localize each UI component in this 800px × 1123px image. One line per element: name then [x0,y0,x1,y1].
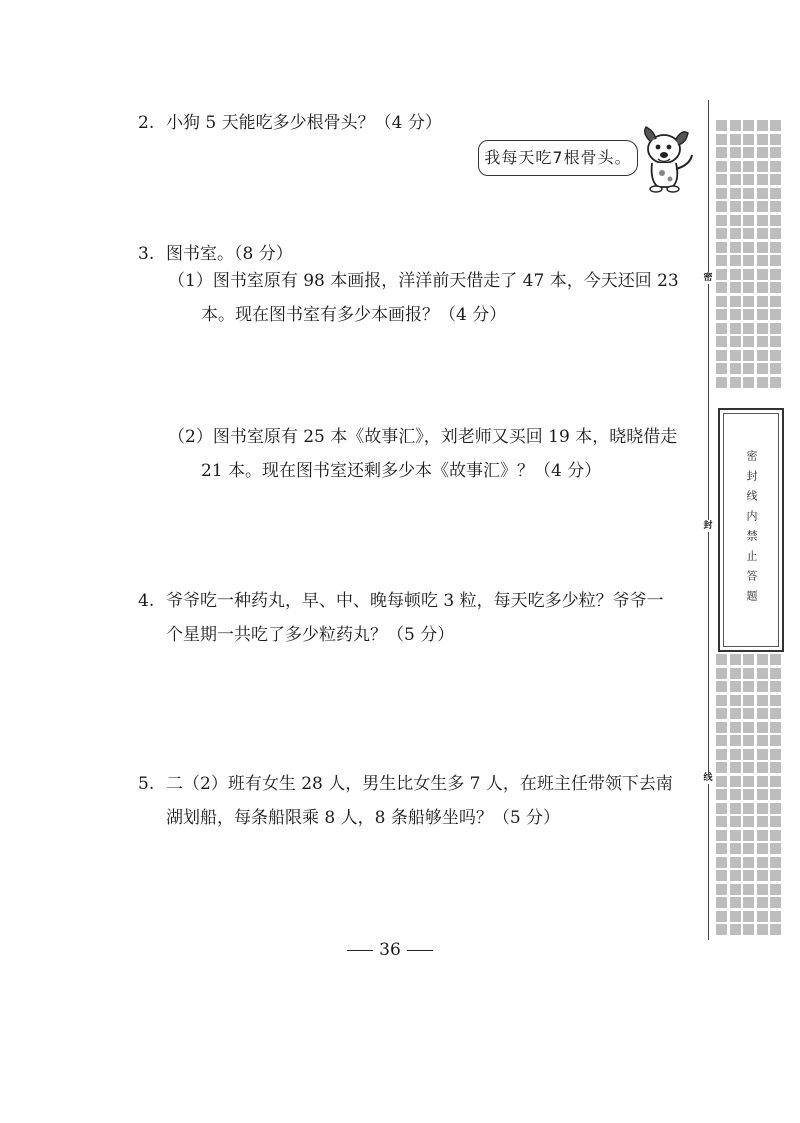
grid-cell [757,722,768,733]
grid-cell [770,215,781,226]
grid-cell [716,242,727,253]
grid-cell [716,188,727,199]
grid-cell [716,255,727,266]
grid-cell [730,350,741,361]
grid-cell [757,870,768,881]
grid-cell [757,857,768,868]
grid-cell [716,336,727,347]
grid-cell [730,911,741,922]
grid-cell [743,911,754,922]
grid-cell [757,816,768,827]
grid-cell [743,708,754,719]
grid-cell [770,897,781,908]
grid-cell [716,323,727,334]
grid-cell [757,323,768,334]
grid-cell [770,323,781,334]
grid-cell [716,228,727,239]
grid-cell [730,681,741,692]
page-number-text: 36 [379,940,401,960]
grid-cell [743,762,754,773]
question-text-line: 本。现在图书室有多少本画报？（4 分） [201,305,507,325]
grid-cell [730,816,741,827]
grid-cell [730,749,741,760]
grid-cell [716,789,727,800]
grid-cell [770,870,781,881]
grid-cell [716,147,727,158]
grid-cell [757,296,768,307]
question-text: 小狗 5 天能吃多少根骨头？（4 分） [166,113,442,133]
grid-cell [743,188,754,199]
grid-cell [770,134,781,145]
grid-cell [770,255,781,266]
grid-cell [757,695,768,706]
grid-cell [743,843,754,854]
grid-cell [716,174,727,185]
grid-cell [770,350,781,361]
grid-cell [770,377,781,388]
grid-cell [730,161,741,172]
grid-cell [730,830,741,841]
grid-cell [757,174,768,185]
seal-char-feng: 封 [703,521,713,531]
grid-cell [757,336,768,347]
page-number [0,940,780,960]
grid-cell [770,762,781,773]
grid-cell [743,363,754,374]
grid-cell [730,884,741,895]
grid-cell [770,309,781,320]
grid-cell [757,282,768,293]
grid-cell [730,776,741,787]
grid-cell [757,350,768,361]
speech-bubble [478,140,638,176]
grid-cell [716,843,727,854]
grid-cell [716,377,727,388]
question-text-line: 21 本。现在图书室还剩多少本《故事汇》？（4 分） [201,461,602,481]
grid-cell [730,147,741,158]
grid-cell [743,215,754,226]
grid-cell [770,722,781,733]
grid-cell [716,924,727,935]
grid-cell [730,134,741,145]
seal-notice-text: 密封线内禁止答题 [745,450,758,610]
grid-cell [716,654,727,665]
grid-cell [770,857,781,868]
grid-cell [730,654,741,665]
grid-cell [770,201,781,212]
grid-cell [716,870,727,881]
question-4 [138,584,664,652]
grid-cell [743,147,754,158]
grid-cell [770,816,781,827]
grid-cell [743,201,754,212]
grid-cell [757,681,768,692]
grid-cell [757,924,768,935]
grid-cell [730,215,741,226]
grid-cell [716,309,727,320]
grid-cell [730,708,741,719]
grid-cell [757,830,768,841]
grid-cell [770,147,781,158]
grid-cell [743,296,754,307]
grid-cell [743,336,754,347]
grid-cell [716,350,727,361]
speech-bubble-text: 我每天吃7根骨头。 [484,148,632,167]
grid-cell [716,161,727,172]
grid-cell [770,363,781,374]
grid-cell [757,897,768,908]
grid-cell [730,735,741,746]
grid-cell [743,228,754,239]
grid-cell [743,269,754,280]
grid-cell [757,363,768,374]
grid-cell [716,722,727,733]
grid-cell [743,174,754,185]
grid-cell [743,897,754,908]
seal-notice-box [718,408,784,652]
grid-cell [743,323,754,334]
grid-cell [716,296,727,307]
grid-cell [743,924,754,935]
grid-cell [730,857,741,868]
grid-cell [743,749,754,760]
grid-cell [757,242,768,253]
grid-cell [770,803,781,814]
grid-cell [757,215,768,226]
grid-cell [770,282,781,293]
grid-cell [770,668,781,679]
grid-cell [716,120,727,131]
grid-cell [716,695,727,706]
grid-cell [770,174,781,185]
grid-cell [757,776,768,787]
grid-cell [730,897,741,908]
grid-cell [716,776,727,787]
grid-cell [743,695,754,706]
grid-cell [743,161,754,172]
question-5 [138,767,673,835]
grid-cell [743,722,754,733]
question-text-line: 湖划船，每条船限乘 8 人，8 条船够坐吗？（5 分） [166,808,561,828]
grid-cell [757,147,768,158]
grid-cell [730,282,741,293]
grid-cell [770,708,781,719]
grid-cell [730,803,741,814]
grid-cell [770,120,781,131]
grid-cell [743,242,754,253]
grid-cell [770,242,781,253]
grid-cell [716,911,727,922]
grid-cell [730,323,741,334]
grid-cell [716,215,727,226]
grid-cell [716,830,727,841]
grid-cell [743,377,754,388]
grid-cell [770,161,781,172]
question-3-part-1 [168,264,688,332]
grid-cell [743,350,754,361]
grid-cell [730,377,741,388]
grid-cell [730,255,741,266]
grid-cell [770,884,781,895]
grid-cell [716,681,727,692]
grid-cell [757,762,768,773]
grid-cell [730,924,741,935]
grid-cell [743,681,754,692]
grid-cell [743,816,754,827]
grid-cell [730,296,741,307]
grid-cell [743,789,754,800]
grid-cell [757,309,768,320]
grid-cell [757,120,768,131]
seal-char-xian: 线 [703,773,713,783]
grid-cell [730,242,741,253]
grid-cell [743,309,754,320]
grid-cell [770,228,781,239]
grid-cell [757,255,768,266]
grid-cell [770,830,781,841]
grid-cell [743,668,754,679]
grid-cell [743,282,754,293]
grid-cell [743,134,754,145]
grid-cell [716,816,727,827]
seal-char-mi: 密 [703,273,713,283]
grid-cell [743,120,754,131]
grid-cell [757,228,768,239]
question-text: 图书室。（8 分） [166,244,293,264]
grid-cell [716,201,727,212]
grid-cell [770,749,781,760]
grid-cell [743,830,754,841]
grid-cell [770,188,781,199]
grid-cell [757,749,768,760]
question-number: 3. [138,244,155,264]
grid-cell [757,789,768,800]
grid-cell [716,735,727,746]
grid-cell [770,681,781,692]
grid-cell [730,789,741,800]
question-text-line: 二（2）班有女生 28 人，男生比女生多 7 人，在班主任带领下去南 [166,774,673,794]
grid-cell [730,668,741,679]
question-text-line: 个星期一共吃了多少粒药丸？（5 分） [166,625,455,645]
grid-cell [730,120,741,131]
grid-cell [730,336,741,347]
grid-cell [770,924,781,935]
grid-cell [743,857,754,868]
grid-cell [716,708,727,719]
question-number: 4. [138,591,155,611]
grid-cell [730,269,741,280]
grid-cell [730,363,741,374]
grid-cell [757,134,768,145]
grid-cell [730,762,741,773]
decorative-grid-top [716,120,784,388]
grid-cell [757,269,768,280]
grid-cell [757,803,768,814]
grid-cell [743,870,754,881]
grid-cell [743,776,754,787]
grid-cell [757,201,768,212]
question-3-part-2 [168,420,688,488]
decorative-grid-bottom [716,654,784,935]
grid-cell [770,843,781,854]
grid-cell [757,843,768,854]
grid-cell [770,269,781,280]
grid-cell [743,654,754,665]
grid-cell [770,776,781,787]
question-text-line: 爷爷吃一种药丸，早、中、晚每顿吃 3 粒，每天吃多少粒？爷爷一 [166,591,664,611]
grid-cell [757,735,768,746]
grid-cell [770,789,781,800]
grid-cell [716,884,727,895]
question-text-line: （1）图书室原有 98 本画报，洋洋前天借走了 47 本，今天还回 23 [168,271,679,291]
grid-cell [770,336,781,347]
grid-cell [730,309,741,320]
question-number: 2. [138,113,155,133]
question-number: 5. [138,774,155,794]
grid-cell [770,911,781,922]
grid-cell [757,668,768,679]
grid-cell [757,654,768,665]
grid-cell [730,870,741,881]
grid-cell [757,377,768,388]
grid-cell [757,911,768,922]
grid-cell [716,269,727,280]
grid-cell [757,708,768,719]
grid-cell [730,201,741,212]
grid-cell [770,695,781,706]
grid-cell [730,174,741,185]
grid-cell [730,843,741,854]
grid-cell [743,884,754,895]
grid-cell [770,296,781,307]
question-text-line: （2）图书室原有 25 本《故事汇》，刘老师又买回 19 本，晓晓借走 [168,427,678,447]
grid-cell [716,857,727,868]
grid-cell [757,884,768,895]
grid-cell [716,803,727,814]
grid-cell [743,803,754,814]
grid-cell [770,654,781,665]
grid-cell [716,749,727,760]
grid-cell [743,735,754,746]
grid-cell [716,282,727,293]
grid-cell [730,188,741,199]
grid-cell [716,134,727,145]
grid-cell [730,695,741,706]
grid-cell [716,668,727,679]
grid-cell [757,188,768,199]
grid-cell [757,161,768,172]
grid-cell [716,897,727,908]
grid-cell [730,722,741,733]
grid-cell [716,363,727,374]
dog-illustration-icon [636,125,696,195]
grid-cell [716,762,727,773]
grid-cell [730,228,741,239]
question-2 [138,110,442,136]
grid-cell [770,735,781,746]
grid-cell [743,255,754,266]
